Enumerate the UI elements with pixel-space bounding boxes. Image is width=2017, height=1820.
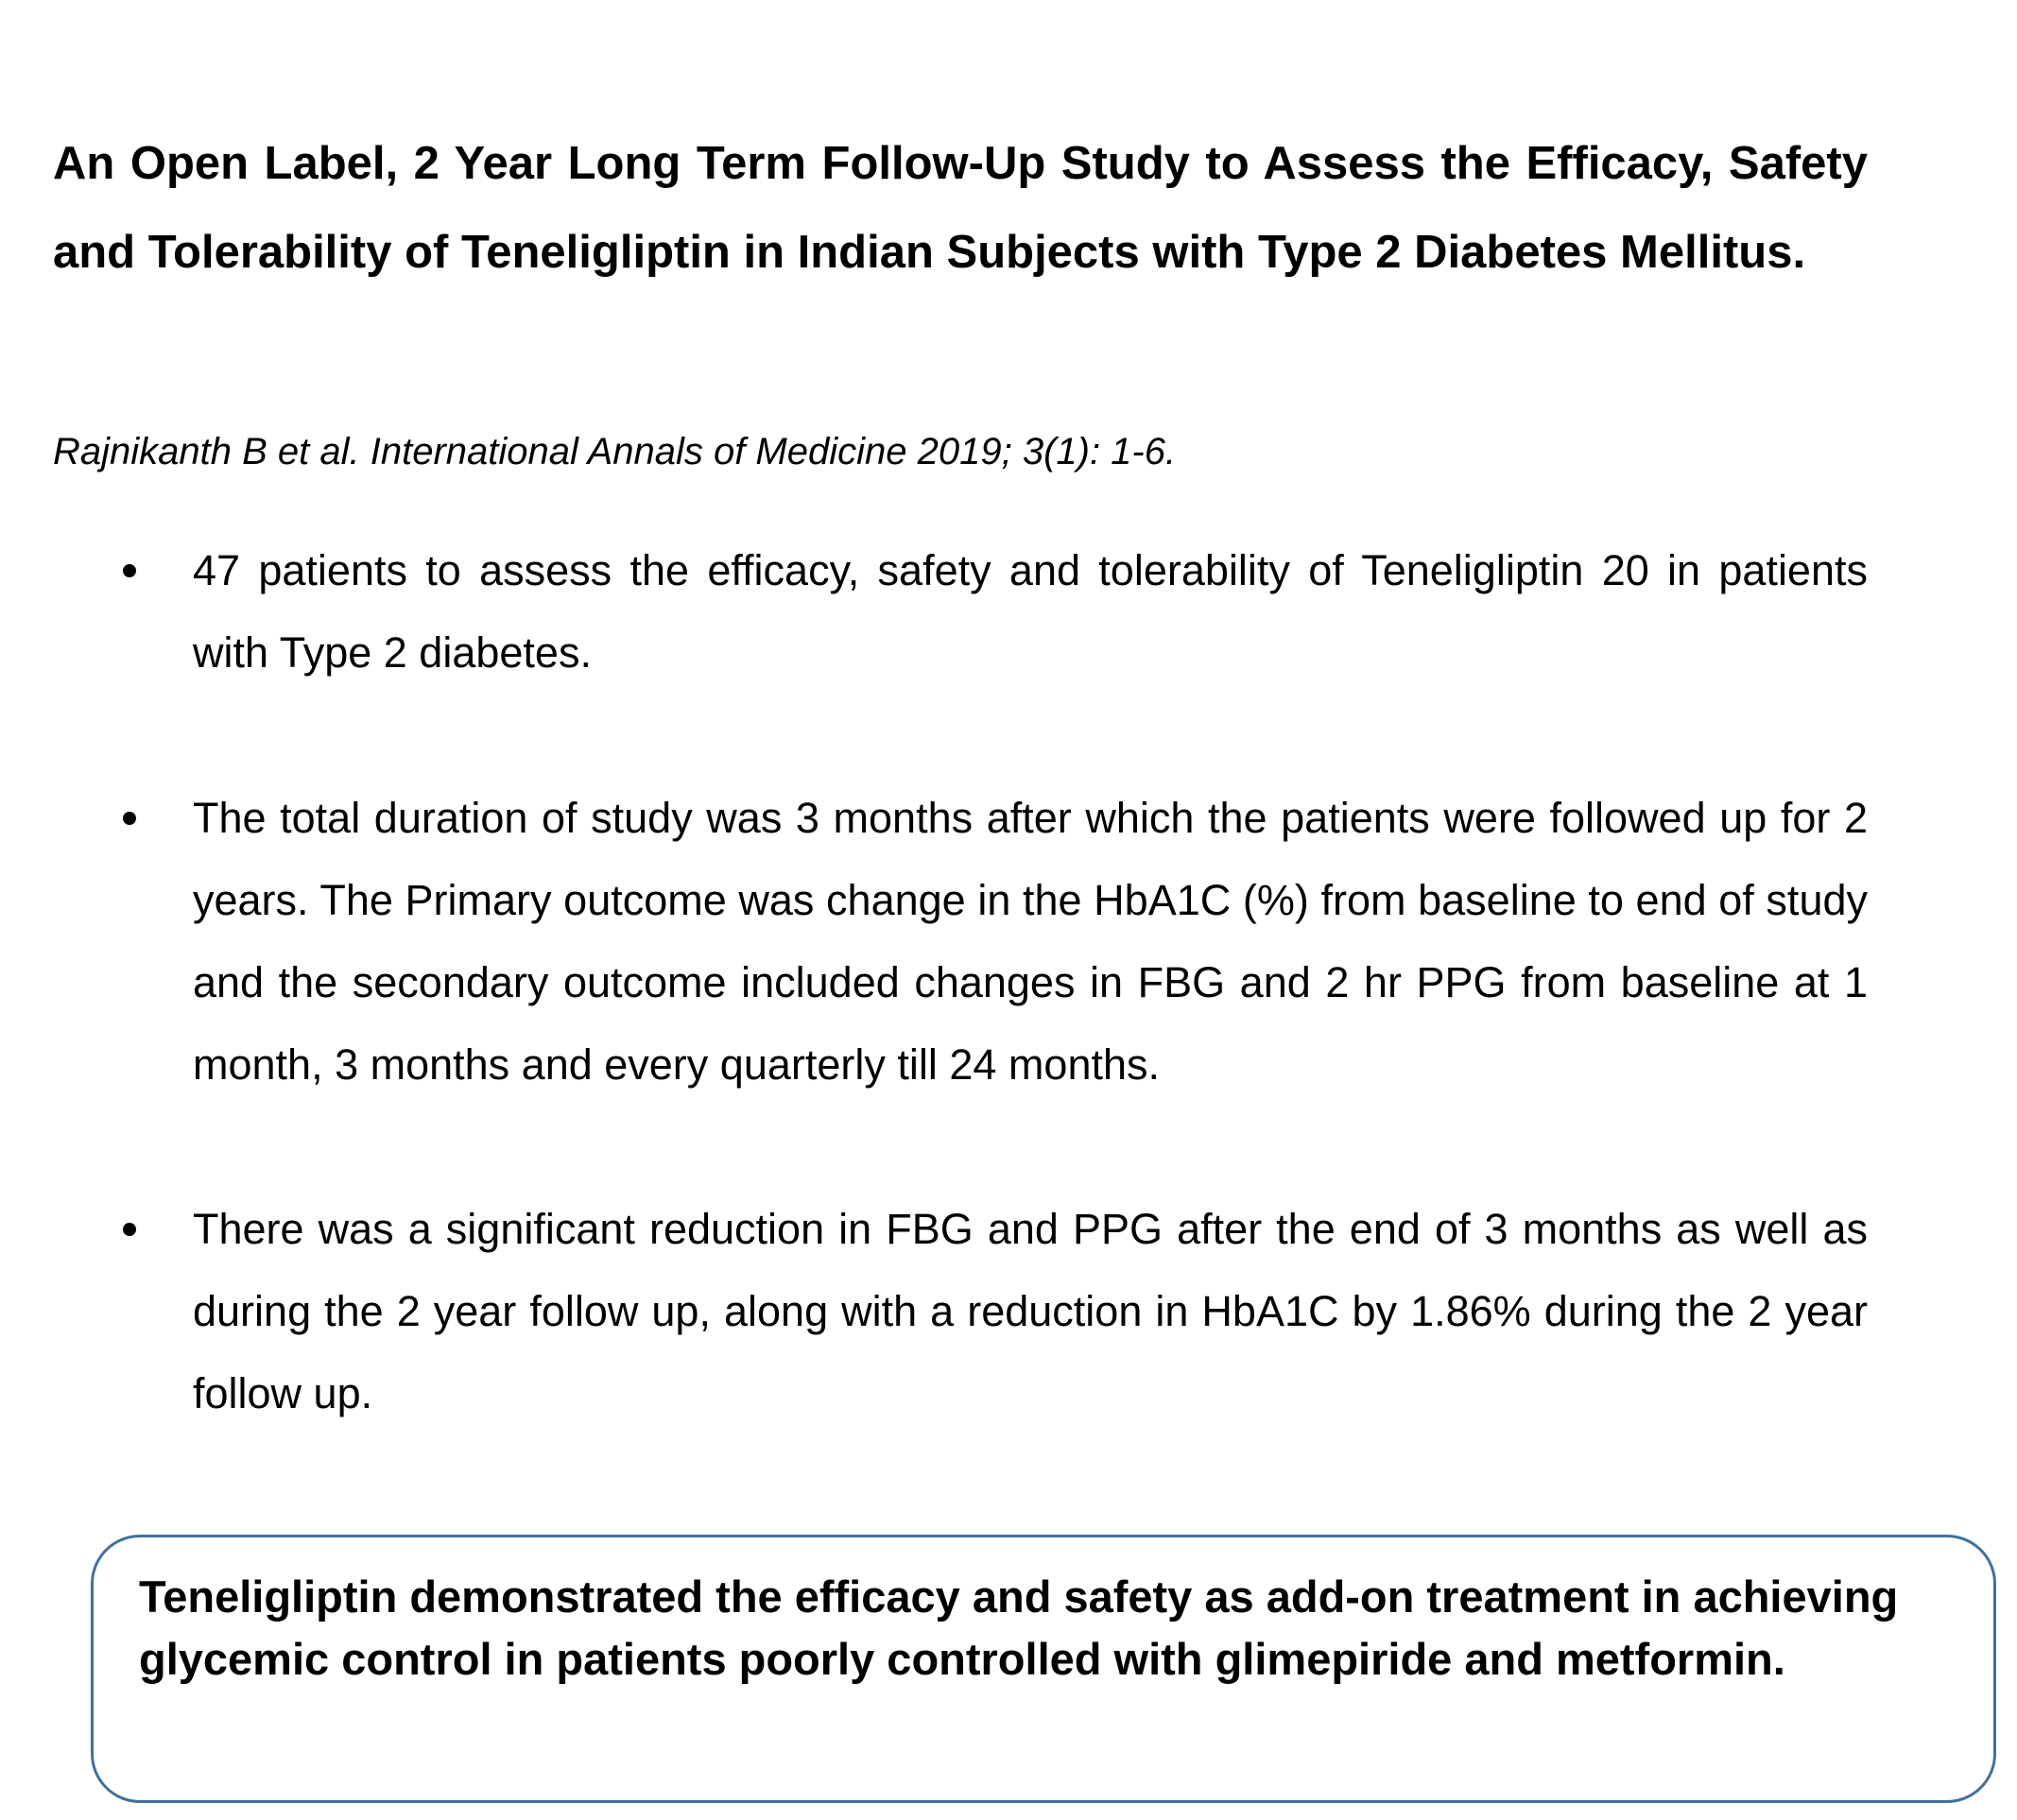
conclusion-box xyxy=(91,1535,1996,1803)
bullet-text: 47 patients to assess the efficacy, safety and tolerability of Teneligliptin 20 in patients with Type 2 diabetes. xyxy=(193,546,1868,677)
bullet-text: There was a significant reduction in FBG and PPG after the end of 3 months as well as during the 2 year follow up, along with a reduction in HbA1C by 1.86% during the 2 year follow up. xyxy=(193,1205,1868,1417)
conclusion-text: Teneligliptin demonstrated the efficacy and safety as add-on treatment in achieving glycemic control in patients poorly controlled with glimepiride and metformin. xyxy=(139,1571,1899,1684)
bullet-icon xyxy=(123,564,136,577)
bullet-text: The total duration of study was 3 months after which the patients were followed up for 2 years. The Primary outcome was change in the HbA1C (%) from baseline to end of study and the secondary outcome included changes in FBG and 2 hr PPG from baseline at 1 month, 3 months and every quarterly till 24 months. xyxy=(193,794,1868,1089)
citation: Rajnikanth B et al. International Annals of Medicine 2019; 3(1): 1-6. xyxy=(53,431,1177,472)
bullet-icon xyxy=(123,812,136,825)
document-title: An Open Label, 2 Year Long Term Follow-Up Study to Assess the Efficacy, Safety and Tolerability of Teneligliptin in Indian Subjects with Type 2 Diabetes Mellitus. xyxy=(53,138,1868,278)
bullet-icon xyxy=(123,1223,136,1236)
